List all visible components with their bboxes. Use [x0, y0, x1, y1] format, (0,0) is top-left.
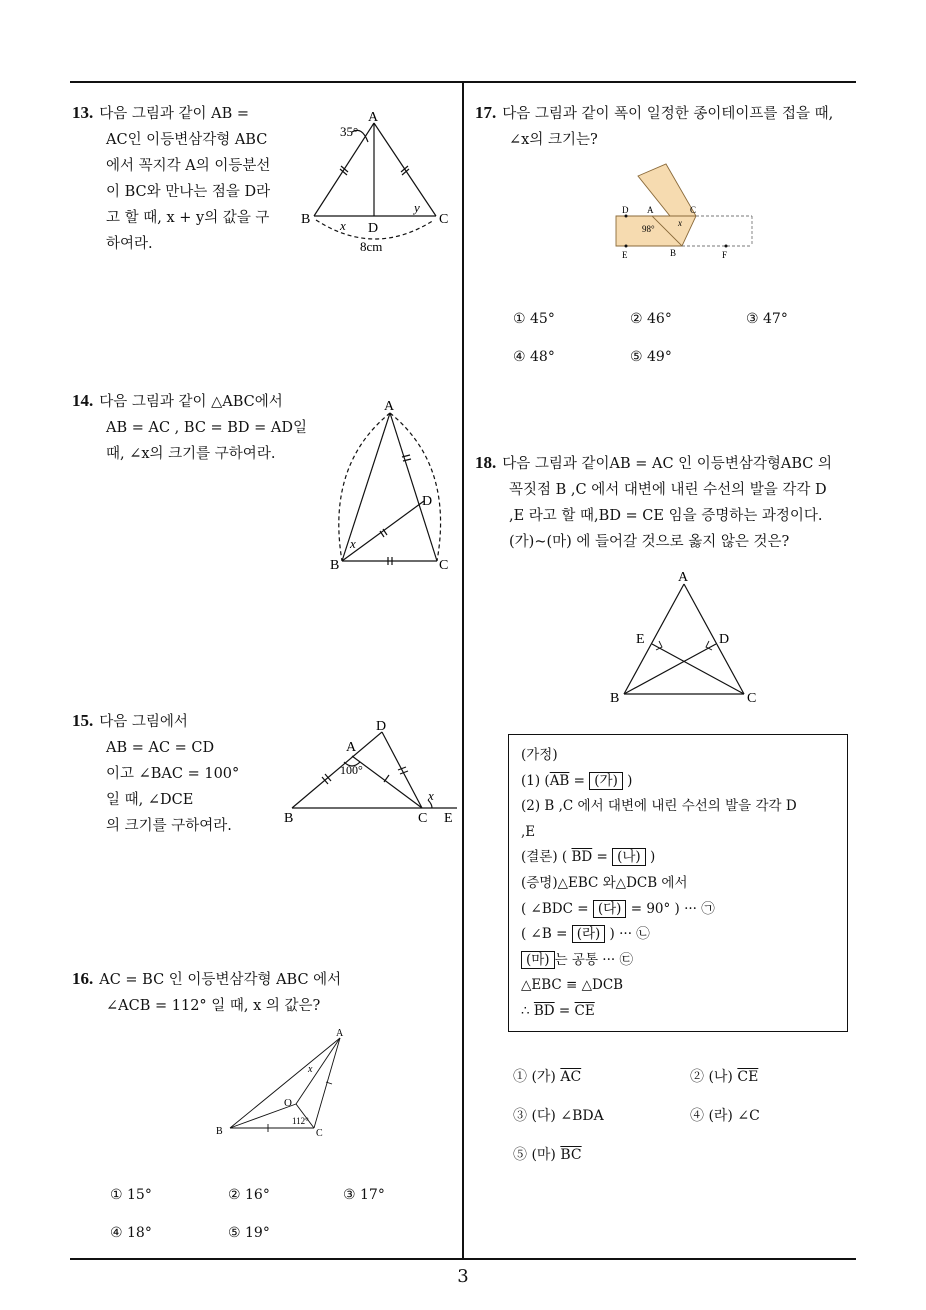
- q18-label-c: C: [747, 691, 757, 706]
- choice-text: ③ (다) ∠BDA: [513, 1108, 604, 1124]
- q13-label-d: D: [368, 221, 379, 236]
- proof-text: ∴: [521, 1002, 534, 1019]
- question-15: [72, 708, 282, 839]
- proof-line-7: [521, 897, 835, 923]
- q16-choice-3[interactable]: ③ 17°: [343, 1187, 385, 1203]
- q15-label-c: C: [418, 811, 428, 826]
- q13-figure: [296, 108, 456, 258]
- q13-line-2: AC인 이등변삼각형 ABC: [106, 132, 268, 148]
- q16-line-2: ∠ACB = 112° 일 때, x 의 값은?: [106, 998, 321, 1014]
- q17-label-c: C: [690, 205, 697, 215]
- q18-line-1: 다음 그림과 같이AB = AC 인 이등변삼각형ABC 의: [502, 456, 832, 472]
- proof-segment: $\overline{AB}$: [549, 772, 570, 789]
- q15-figure: [282, 716, 462, 826]
- q17-label-a: A: [647, 205, 654, 215]
- q13-line-6: 하여라.: [106, 236, 153, 252]
- q18-label-b: B: [610, 691, 620, 706]
- blank-ga: (가): [589, 772, 623, 790]
- proof-line-1: (가정): [521, 747, 558, 763]
- proof-line-10: △EBC ≡ △DCB: [521, 977, 624, 994]
- choice-text: ① (가): [513, 1069, 561, 1085]
- proof-line-3: (2) B ,C 에서 대변에 내린 수선의 발을 각각 D: [521, 798, 797, 815]
- q16-label-b: B: [216, 1126, 223, 1137]
- question-18: [475, 450, 870, 555]
- proof-text: ): [622, 772, 633, 789]
- q17-figure: [612, 160, 757, 262]
- proof-text: =: [554, 1002, 575, 1019]
- proof-text: = 90° ) ··· ㉠: [626, 900, 715, 917]
- proof-line-4: ,E: [521, 823, 536, 840]
- q14-line-3: 때, ∠x의 크기를 구하여라.: [106, 446, 276, 462]
- q16-choice-1[interactable]: ① 15°: [110, 1187, 152, 1203]
- q13-y: y: [414, 200, 420, 215]
- proof-text: =: [592, 849, 613, 866]
- q13-label-b: B: [301, 212, 311, 227]
- q18-figure: [604, 566, 764, 708]
- q15-label-d: D: [376, 719, 387, 734]
- q18-label-e: E: [636, 632, 645, 647]
- q15-x: x: [428, 788, 434, 803]
- blank-na: (나): [612, 848, 646, 866]
- q15-line-3: 이고 ∠BAC = 100°: [106, 766, 240, 782]
- question-14: [72, 388, 322, 467]
- question-number: 16.: [72, 969, 94, 988]
- q16-label-c: C: [316, 1128, 323, 1139]
- q15-line-4: 일 때, ∠DCE: [106, 792, 194, 808]
- q16-choice-5[interactable]: ⑤ 19°: [228, 1225, 270, 1241]
- proof-text: (결론) (: [521, 849, 572, 866]
- question-number: 17.: [475, 103, 497, 122]
- q17-label-b: B: [670, 248, 677, 258]
- q18-line-4: (가)~(마) 에 들어갈 것으로 옳지 않은 것은?: [509, 534, 790, 550]
- q17-line-1: 다음 그림과 같이 폭이 일정한 종이테이프를 접을 때,: [502, 106, 834, 122]
- q17-choice-2[interactable]: ② 46°: [630, 311, 672, 327]
- q13-label-c: C: [439, 212, 449, 227]
- q17-label-d: D: [622, 205, 629, 215]
- page-number: 3: [457, 1266, 469, 1287]
- q16-choice-2[interactable]: ② 16°: [228, 1187, 270, 1203]
- proof-segment: $\overline{BD}$: [571, 849, 593, 866]
- proof-line-5: [521, 845, 835, 871]
- q15-label-e: E: [444, 811, 453, 826]
- q13-length: 8cm: [360, 239, 383, 254]
- proof-text: (1) (: [521, 772, 550, 789]
- q18-line-3: ,E 라고 할 때,BD = CE 임을 증명하는 과정이다.: [509, 508, 823, 524]
- q17-label-e: E: [622, 250, 628, 260]
- q18-label-d: D: [719, 632, 730, 647]
- question-number: 18.: [475, 453, 497, 472]
- question-number: 14.: [72, 391, 94, 410]
- q16-line-1: AC = BC 인 이등변삼각형 ABC 에서: [99, 972, 342, 988]
- q15-label-a: A: [346, 740, 357, 755]
- question-13: [72, 100, 292, 257]
- q17-label-f: F: [722, 250, 728, 260]
- blank-ra: (라): [572, 925, 606, 943]
- question-17: [475, 100, 865, 153]
- q15-line-1: 다음 그림에서: [99, 714, 188, 730]
- q15-label-b: B: [284, 811, 294, 826]
- q18-choice-1[interactable]: [513, 1066, 581, 1086]
- proof-line-8: [521, 922, 835, 948]
- q16-x: x: [308, 1064, 313, 1075]
- choice-text: ④ (라) ∠C: [690, 1108, 760, 1124]
- choice-text: ⑤ (마): [513, 1147, 561, 1163]
- question-16: [72, 966, 452, 1019]
- q17-choice-5[interactable]: ⑤ 49°: [630, 349, 672, 365]
- q14-label-b: B: [330, 558, 340, 573]
- q14-figure: [326, 395, 456, 575]
- q17-choice-1[interactable]: ① 45°: [513, 311, 555, 327]
- proof-segment: $\overline{CE}$: [574, 1002, 595, 1019]
- q17-x: x: [678, 218, 682, 228]
- q16-label-a: A: [336, 1028, 344, 1039]
- q14-label-c: C: [439, 558, 449, 573]
- proof-text: ( ∠BDC =: [521, 900, 593, 917]
- proof-line-2: [521, 769, 835, 795]
- proof-line-6: (증명)△EBC 와△DCB 에서: [521, 874, 688, 891]
- q17-angle: 98°: [642, 224, 655, 234]
- q13-x: x: [340, 218, 346, 233]
- q18-choice-3[interactable]: [513, 1105, 604, 1125]
- proof-text: ): [645, 849, 656, 866]
- proof-text: ( ∠B =: [521, 926, 572, 943]
- q14-x: x: [350, 536, 356, 551]
- q16-angle: 112°: [292, 1116, 309, 1126]
- q13-line-3: 에서 꼭지각 A의 이등분선: [106, 158, 271, 174]
- q13-label-a: A: [368, 110, 379, 125]
- proof-segment: $\overline{BD}$: [533, 1002, 555, 1019]
- choice-segment: $\overline{AC}$: [560, 1069, 582, 1085]
- proof-text: =: [569, 772, 590, 789]
- q15-angle: 100°: [340, 763, 363, 777]
- proof-line-9: [521, 948, 835, 974]
- choice-segment: $\overline{CE}$: [737, 1069, 759, 1085]
- q14-label-a: A: [384, 399, 395, 414]
- q17-choice-4[interactable]: ④ 48°: [513, 349, 555, 365]
- q15-line-5: 의 크기를 구하여라.: [106, 818, 232, 834]
- proof-text: ) ··· ㉡: [605, 926, 650, 943]
- question-number: 13.: [72, 103, 94, 122]
- q18-proof-box: [508, 734, 848, 1032]
- q16-choice-4[interactable]: ④ 18°: [110, 1225, 152, 1241]
- blank-ma: (마): [521, 951, 555, 969]
- question-number: 15.: [72, 711, 94, 730]
- q14-label-d: D: [422, 494, 433, 509]
- q14-line-1: 다음 그림과 같이 △ABC에서: [99, 394, 283, 410]
- choice-segment: $\overline{BC}$: [560, 1147, 582, 1163]
- q16-figure: [208, 1024, 358, 1142]
- q14-line-2: AB = AC , BC = BD = AD일: [106, 420, 308, 436]
- q13-line-4: 이 BC와 만나는 점을 D라: [106, 184, 271, 200]
- q18-choice-4[interactable]: [690, 1105, 760, 1125]
- blank-da: (다): [593, 900, 627, 918]
- proof-line-11: [521, 999, 835, 1025]
- q17-line-2: ∠x의 크기는?: [509, 132, 598, 148]
- q18-label-a: A: [678, 570, 689, 585]
- q15-line-2: AB = AC = CD: [106, 740, 215, 756]
- q13-line-5: 고 할 때, x + y의 값을 구: [106, 210, 270, 226]
- q17-choice-3[interactable]: ③ 47°: [746, 311, 788, 327]
- q18-line-2: 꼭짓점 B ,C 에서 대변에 내린 수선의 발을 각각 D: [509, 482, 827, 498]
- q13-angle: 35°: [340, 124, 359, 139]
- proof-text: 는 공통 ··· ㉢: [554, 951, 633, 968]
- column-divider: [462, 82, 464, 1258]
- q13-line-1: 다음 그림과 같이 AB =: [99, 106, 250, 122]
- q18-choice-2[interactable]: [690, 1066, 758, 1086]
- bottom-rule: [70, 1258, 856, 1260]
- choice-text: ② (나): [690, 1069, 738, 1085]
- q16-label-o: O: [284, 1097, 292, 1109]
- q18-choice-5[interactable]: [513, 1144, 582, 1164]
